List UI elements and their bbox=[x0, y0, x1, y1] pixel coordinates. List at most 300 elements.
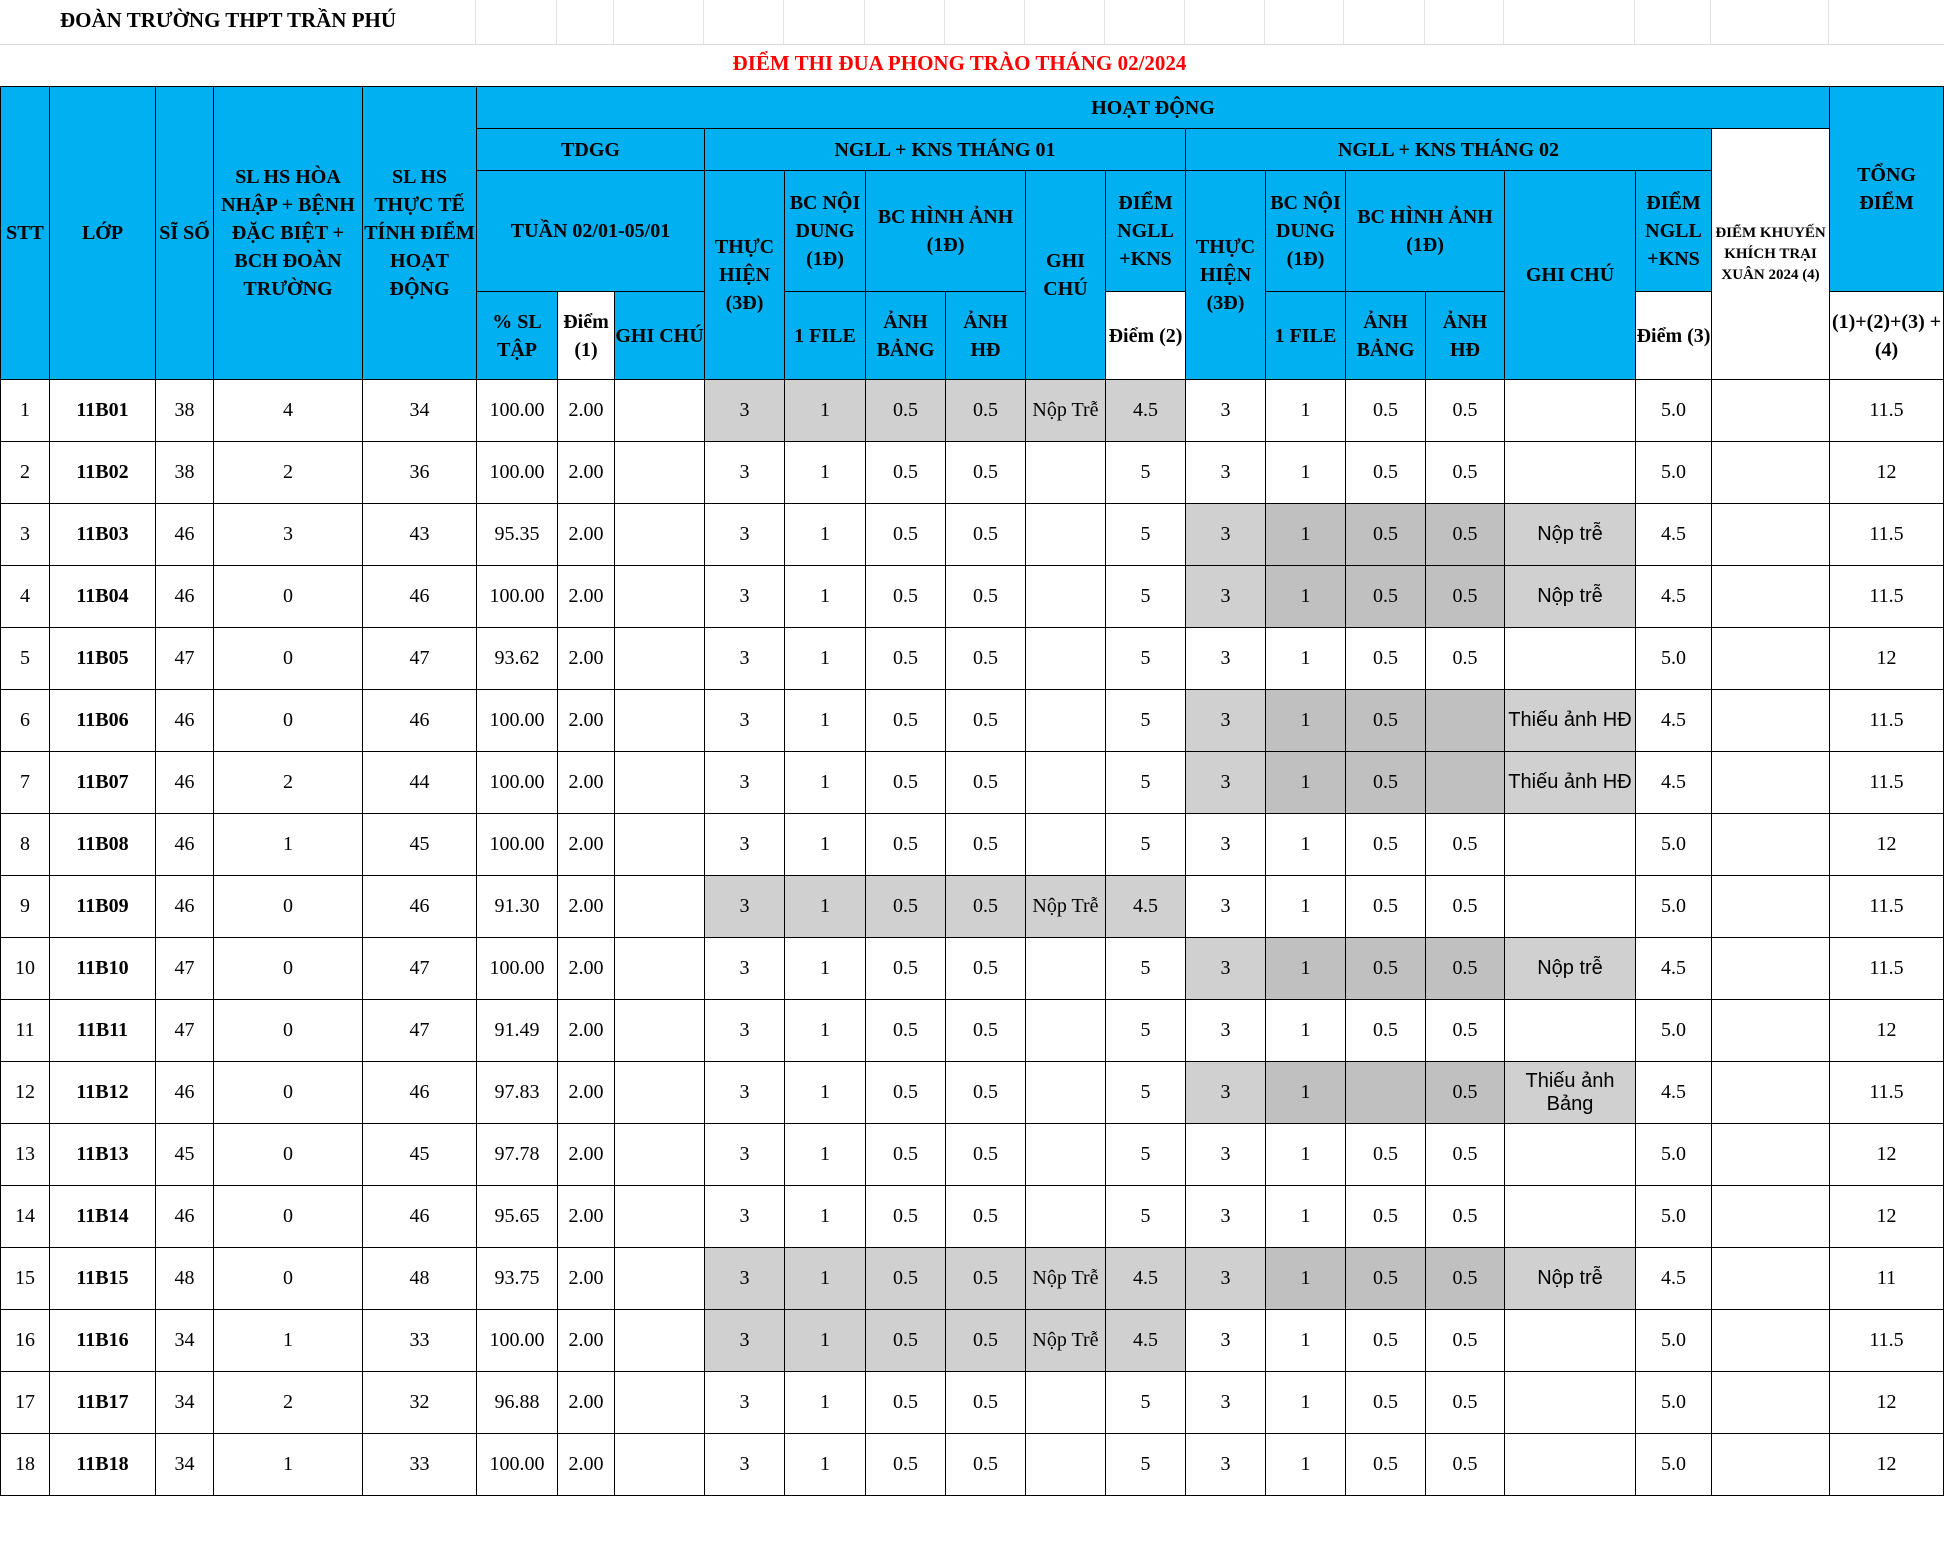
cell-th1[interactable]: 3 bbox=[705, 814, 785, 876]
cell-gc01[interactable]: Nộp Trễ bbox=[1026, 1310, 1106, 1372]
cell-gc1[interactable] bbox=[615, 380, 705, 442]
cell-tong[interactable]: 11.5 bbox=[1830, 752, 1944, 814]
cell-ah1[interactable]: 0.5 bbox=[946, 752, 1026, 814]
cell-th1[interactable]: 3 bbox=[705, 690, 785, 752]
cell-ah1[interactable]: 0.5 bbox=[946, 442, 1026, 504]
cell-bc1[interactable]: 1 bbox=[785, 1248, 866, 1310]
cell-gc01[interactable] bbox=[1026, 1372, 1106, 1434]
cell-tong[interactable]: 12 bbox=[1830, 1124, 1944, 1186]
cell-lop[interactable]: 11B15 bbox=[50, 1248, 156, 1310]
cell-th1[interactable]: 3 bbox=[705, 1310, 785, 1372]
cell-ah2[interactable]: 0.5 bbox=[1426, 566, 1505, 628]
cell-thuc-te[interactable]: 46 bbox=[363, 690, 477, 752]
cell-d3[interactable]: 5.0 bbox=[1636, 814, 1712, 876]
cell-bc2[interactable]: 1 bbox=[1266, 752, 1346, 814]
cell-pct[interactable]: 91.49 bbox=[477, 1000, 558, 1062]
cell-gc01[interactable] bbox=[1026, 690, 1106, 752]
cell-d2[interactable]: 5 bbox=[1106, 1000, 1186, 1062]
cell-ab2[interactable]: 0.5 bbox=[1346, 1434, 1426, 1496]
cell-stt[interactable]: 7 bbox=[1, 752, 50, 814]
cell-d1[interactable]: 2.00 bbox=[558, 690, 615, 752]
cell-kk[interactable] bbox=[1712, 1062, 1830, 1124]
cell-bc2[interactable]: 1 bbox=[1266, 1000, 1346, 1062]
cell-ab2[interactable]: 0.5 bbox=[1346, 1372, 1426, 1434]
cell-gc01[interactable] bbox=[1026, 628, 1106, 690]
cell-hoa-nhap[interactable]: 0 bbox=[214, 690, 363, 752]
cell-stt[interactable]: 14 bbox=[1, 1186, 50, 1248]
cell-gc01[interactable] bbox=[1026, 504, 1106, 566]
cell-kk[interactable] bbox=[1712, 504, 1830, 566]
cell-th1[interactable]: 3 bbox=[705, 1248, 785, 1310]
cell-hoa-nhap[interactable]: 1 bbox=[214, 1310, 363, 1372]
cell-tong[interactable]: 11.5 bbox=[1830, 1062, 1944, 1124]
cell-d2[interactable]: 5 bbox=[1106, 1434, 1186, 1496]
cell-hoa-nhap[interactable]: 0 bbox=[214, 1062, 363, 1124]
cell-kk[interactable] bbox=[1712, 1310, 1830, 1372]
cell-d1[interactable]: 2.00 bbox=[558, 752, 615, 814]
cell-tong[interactable]: 11.5 bbox=[1830, 504, 1944, 566]
cell-d3[interactable]: 5.0 bbox=[1636, 1434, 1712, 1496]
cell-kk[interactable] bbox=[1712, 380, 1830, 442]
cell-stt[interactable]: 4 bbox=[1, 566, 50, 628]
cell-bc1[interactable]: 1 bbox=[785, 1310, 866, 1372]
cell-bc1[interactable]: 1 bbox=[785, 1124, 866, 1186]
cell-ab1[interactable]: 0.5 bbox=[866, 690, 946, 752]
cell-th2[interactable]: 3 bbox=[1186, 1186, 1266, 1248]
cell-lop[interactable]: 11B05 bbox=[50, 628, 156, 690]
cell-d3[interactable]: 5.0 bbox=[1636, 876, 1712, 938]
cell-ah1[interactable]: 0.5 bbox=[946, 1000, 1026, 1062]
cell-pct[interactable]: 100.00 bbox=[477, 752, 558, 814]
cell-d3[interactable]: 5.0 bbox=[1636, 1310, 1712, 1372]
cell-gc02[interactable] bbox=[1505, 628, 1636, 690]
cell-d1[interactable]: 2.00 bbox=[558, 1124, 615, 1186]
cell-ab2[interactable]: 0.5 bbox=[1346, 566, 1426, 628]
cell-bc2[interactable]: 1 bbox=[1266, 876, 1346, 938]
cell-bc2[interactable]: 1 bbox=[1266, 938, 1346, 1000]
cell-ab1[interactable]: 0.5 bbox=[866, 1248, 946, 1310]
cell-th1[interactable]: 3 bbox=[705, 1000, 785, 1062]
cell-d2[interactable]: 5 bbox=[1106, 1124, 1186, 1186]
cell-bc1[interactable]: 1 bbox=[785, 1372, 866, 1434]
cell-hoa-nhap[interactable]: 1 bbox=[214, 1434, 363, 1496]
cell-th2[interactable]: 3 bbox=[1186, 442, 1266, 504]
cell-ah1[interactable]: 0.5 bbox=[946, 814, 1026, 876]
cell-kk[interactable] bbox=[1712, 1248, 1830, 1310]
cell-ah1[interactable]: 0.5 bbox=[946, 380, 1026, 442]
cell-th2[interactable]: 3 bbox=[1186, 628, 1266, 690]
cell-bc2[interactable]: 1 bbox=[1266, 380, 1346, 442]
cell-th1[interactable]: 3 bbox=[705, 1372, 785, 1434]
cell-d2[interactable]: 5 bbox=[1106, 1062, 1186, 1124]
cell-ah2[interactable]: 0.5 bbox=[1426, 1434, 1505, 1496]
cell-gc02[interactable] bbox=[1505, 814, 1636, 876]
cell-hoa-nhap[interactable]: 2 bbox=[214, 442, 363, 504]
cell-gc1[interactable] bbox=[615, 1310, 705, 1372]
cell-d1[interactable]: 2.00 bbox=[558, 876, 615, 938]
cell-ab1[interactable]: 0.5 bbox=[866, 1124, 946, 1186]
cell-stt[interactable]: 2 bbox=[1, 442, 50, 504]
cell-si-so[interactable]: 45 bbox=[156, 1124, 214, 1186]
cell-th1[interactable]: 3 bbox=[705, 504, 785, 566]
cell-th2[interactable]: 3 bbox=[1186, 752, 1266, 814]
cell-th1[interactable]: 3 bbox=[705, 1186, 785, 1248]
cell-stt[interactable]: 11 bbox=[1, 1000, 50, 1062]
cell-si-so[interactable]: 46 bbox=[156, 814, 214, 876]
cell-bc1[interactable]: 1 bbox=[785, 504, 866, 566]
cell-pct[interactable]: 100.00 bbox=[477, 566, 558, 628]
cell-th2[interactable]: 3 bbox=[1186, 1124, 1266, 1186]
cell-kk[interactable] bbox=[1712, 1186, 1830, 1248]
cell-gc1[interactable] bbox=[615, 1248, 705, 1310]
cell-si-so[interactable]: 46 bbox=[156, 752, 214, 814]
cell-ab1[interactable]: 0.5 bbox=[866, 628, 946, 690]
cell-thuc-te[interactable]: 46 bbox=[363, 876, 477, 938]
cell-kk[interactable] bbox=[1712, 1000, 1830, 1062]
cell-d3[interactable]: 4.5 bbox=[1636, 752, 1712, 814]
cell-d3[interactable]: 5.0 bbox=[1636, 380, 1712, 442]
cell-d1[interactable]: 2.00 bbox=[558, 814, 615, 876]
cell-ah1[interactable]: 0.5 bbox=[946, 628, 1026, 690]
cell-ab2[interactable]: 0.5 bbox=[1346, 690, 1426, 752]
cell-gc01[interactable] bbox=[1026, 1124, 1106, 1186]
cell-d1[interactable]: 2.00 bbox=[558, 442, 615, 504]
cell-si-so[interactable]: 34 bbox=[156, 1310, 214, 1372]
cell-th1[interactable]: 3 bbox=[705, 442, 785, 504]
cell-pct[interactable]: 97.78 bbox=[477, 1124, 558, 1186]
cell-gc01[interactable] bbox=[1026, 442, 1106, 504]
cell-bc1[interactable]: 1 bbox=[785, 1062, 866, 1124]
cell-bc2[interactable]: 1 bbox=[1266, 1434, 1346, 1496]
cell-ah2[interactable]: 0.5 bbox=[1426, 1000, 1505, 1062]
cell-gc1[interactable] bbox=[615, 814, 705, 876]
cell-ah1[interactable]: 0.5 bbox=[946, 1372, 1026, 1434]
cell-d2[interactable]: 5 bbox=[1106, 1186, 1186, 1248]
cell-kk[interactable] bbox=[1712, 690, 1830, 752]
cell-th1[interactable]: 3 bbox=[705, 1124, 785, 1186]
cell-hoa-nhap[interactable]: 0 bbox=[214, 1000, 363, 1062]
cell-hoa-nhap[interactable]: 3 bbox=[214, 504, 363, 566]
cell-gc1[interactable] bbox=[615, 504, 705, 566]
cell-d2[interactable]: 5 bbox=[1106, 814, 1186, 876]
cell-tong[interactable]: 12 bbox=[1830, 442, 1944, 504]
cell-lop[interactable]: 11B02 bbox=[50, 442, 156, 504]
cell-gc01[interactable] bbox=[1026, 1186, 1106, 1248]
cell-gc01[interactable] bbox=[1026, 566, 1106, 628]
cell-d3[interactable]: 4.5 bbox=[1636, 690, 1712, 752]
cell-gc1[interactable] bbox=[615, 1000, 705, 1062]
cell-ah2[interactable]: 0.5 bbox=[1426, 938, 1505, 1000]
cell-th2[interactable]: 3 bbox=[1186, 690, 1266, 752]
cell-lop[interactable]: 11B03 bbox=[50, 504, 156, 566]
cell-si-so[interactable]: 46 bbox=[156, 504, 214, 566]
cell-gc02[interactable] bbox=[1505, 876, 1636, 938]
cell-pct[interactable]: 100.00 bbox=[477, 938, 558, 1000]
cell-d2[interactable]: 5 bbox=[1106, 938, 1186, 1000]
cell-gc02[interactable]: Nộp trễ bbox=[1505, 938, 1636, 1000]
cell-ah1[interactable]: 0.5 bbox=[946, 1248, 1026, 1310]
cell-tong[interactable]: 12 bbox=[1830, 1434, 1944, 1496]
cell-th1[interactable]: 3 bbox=[705, 1434, 785, 1496]
cell-th2[interactable]: 3 bbox=[1186, 938, 1266, 1000]
cell-kk[interactable] bbox=[1712, 566, 1830, 628]
cell-thuc-te[interactable]: 45 bbox=[363, 1124, 477, 1186]
cell-bc1[interactable]: 1 bbox=[785, 876, 866, 938]
cell-th2[interactable]: 3 bbox=[1186, 876, 1266, 938]
cell-bc2[interactable]: 1 bbox=[1266, 1372, 1346, 1434]
cell-d1[interactable]: 2.00 bbox=[558, 938, 615, 1000]
cell-gc01[interactable] bbox=[1026, 1062, 1106, 1124]
cell-thuc-te[interactable]: 47 bbox=[363, 938, 477, 1000]
cell-bc1[interactable]: 1 bbox=[785, 442, 866, 504]
cell-bc1[interactable]: 1 bbox=[785, 814, 866, 876]
cell-ab2[interactable]: 0.5 bbox=[1346, 1124, 1426, 1186]
cell-ah1[interactable]: 0.5 bbox=[946, 1310, 1026, 1372]
cell-ab2[interactable]: 0.5 bbox=[1346, 504, 1426, 566]
cell-gc1[interactable] bbox=[615, 752, 705, 814]
cell-pct[interactable]: 93.75 bbox=[477, 1248, 558, 1310]
cell-bc1[interactable]: 1 bbox=[785, 1186, 866, 1248]
cell-ab2[interactable]: 0.5 bbox=[1346, 752, 1426, 814]
cell-pct[interactable]: 95.65 bbox=[477, 1186, 558, 1248]
cell-d3[interactable]: 4.5 bbox=[1636, 504, 1712, 566]
cell-d3[interactable]: 5.0 bbox=[1636, 442, 1712, 504]
cell-bc2[interactable]: 1 bbox=[1266, 1248, 1346, 1310]
cell-kk[interactable] bbox=[1712, 876, 1830, 938]
cell-ab1[interactable]: 0.5 bbox=[866, 752, 946, 814]
cell-d1[interactable]: 2.00 bbox=[558, 1186, 615, 1248]
cell-th2[interactable]: 3 bbox=[1186, 1310, 1266, 1372]
cell-ah1[interactable]: 0.5 bbox=[946, 504, 1026, 566]
cell-bc1[interactable]: 1 bbox=[785, 566, 866, 628]
cell-si-so[interactable]: 34 bbox=[156, 1434, 214, 1496]
cell-ab2[interactable]: 0.5 bbox=[1346, 938, 1426, 1000]
cell-tong[interactable]: 12 bbox=[1830, 814, 1944, 876]
cell-lop[interactable]: 11B14 bbox=[50, 1186, 156, 1248]
cell-gc02[interactable] bbox=[1505, 1000, 1636, 1062]
cell-kk[interactable] bbox=[1712, 752, 1830, 814]
cell-gc01[interactable] bbox=[1026, 814, 1106, 876]
cell-d3[interactable]: 5.0 bbox=[1636, 1372, 1712, 1434]
cell-lop[interactable]: 11B13 bbox=[50, 1124, 156, 1186]
cell-gc02[interactable]: Nộp trễ bbox=[1505, 504, 1636, 566]
cell-pct[interactable]: 96.88 bbox=[477, 1372, 558, 1434]
cell-ab2[interactable]: 0.5 bbox=[1346, 1186, 1426, 1248]
cell-d2[interactable]: 5 bbox=[1106, 504, 1186, 566]
cell-d3[interactable]: 5.0 bbox=[1636, 628, 1712, 690]
cell-ab1[interactable]: 0.5 bbox=[866, 504, 946, 566]
cell-pct[interactable]: 91.30 bbox=[477, 876, 558, 938]
cell-d3[interactable]: 4.5 bbox=[1636, 938, 1712, 1000]
cell-hoa-nhap[interactable]: 0 bbox=[214, 1186, 363, 1248]
cell-stt[interactable]: 12 bbox=[1, 1062, 50, 1124]
cell-stt[interactable]: 1 bbox=[1, 380, 50, 442]
cell-si-so[interactable]: 47 bbox=[156, 1000, 214, 1062]
cell-th2[interactable]: 3 bbox=[1186, 566, 1266, 628]
cell-kk[interactable] bbox=[1712, 938, 1830, 1000]
cell-d1[interactable]: 2.00 bbox=[558, 380, 615, 442]
cell-kk[interactable] bbox=[1712, 1434, 1830, 1496]
cell-bc2[interactable]: 1 bbox=[1266, 566, 1346, 628]
cell-bc2[interactable]: 1 bbox=[1266, 442, 1346, 504]
cell-pct[interactable]: 100.00 bbox=[477, 1310, 558, 1372]
cell-stt[interactable]: 15 bbox=[1, 1248, 50, 1310]
cell-gc1[interactable] bbox=[615, 1186, 705, 1248]
cell-ab1[interactable]: 0.5 bbox=[866, 1434, 946, 1496]
cell-gc1[interactable] bbox=[615, 938, 705, 1000]
cell-gc01[interactable]: Nộp Trễ bbox=[1026, 1248, 1106, 1310]
cell-tong[interactable]: 11.5 bbox=[1830, 938, 1944, 1000]
cell-ab1[interactable]: 0.5 bbox=[866, 1372, 946, 1434]
cell-si-so[interactable]: 34 bbox=[156, 1372, 214, 1434]
cell-d1[interactable]: 2.00 bbox=[558, 1000, 615, 1062]
cell-gc1[interactable] bbox=[615, 442, 705, 504]
cell-stt[interactable]: 8 bbox=[1, 814, 50, 876]
cell-pct[interactable]: 100.00 bbox=[477, 1434, 558, 1496]
cell-hoa-nhap[interactable]: 1 bbox=[214, 814, 363, 876]
cell-thuc-te[interactable]: 47 bbox=[363, 628, 477, 690]
cell-thuc-te[interactable]: 48 bbox=[363, 1248, 477, 1310]
cell-bc2[interactable]: 1 bbox=[1266, 1062, 1346, 1124]
cell-d3[interactable]: 5.0 bbox=[1636, 1124, 1712, 1186]
cell-d1[interactable]: 2.00 bbox=[558, 1062, 615, 1124]
cell-tong[interactable]: 11.5 bbox=[1830, 380, 1944, 442]
cell-bc1[interactable]: 1 bbox=[785, 1000, 866, 1062]
cell-ab2[interactable] bbox=[1346, 1062, 1426, 1124]
cell-hoa-nhap[interactable]: 0 bbox=[214, 1124, 363, 1186]
cell-d1[interactable]: 2.00 bbox=[558, 566, 615, 628]
cell-th2[interactable]: 3 bbox=[1186, 380, 1266, 442]
cell-th2[interactable]: 3 bbox=[1186, 1434, 1266, 1496]
cell-hoa-nhap[interactable]: 4 bbox=[214, 380, 363, 442]
cell-bc1[interactable]: 1 bbox=[785, 1434, 866, 1496]
cell-d2[interactable]: 5 bbox=[1106, 566, 1186, 628]
cell-bc1[interactable]: 1 bbox=[785, 628, 866, 690]
cell-hoa-nhap[interactable]: 0 bbox=[214, 938, 363, 1000]
cell-thuc-te[interactable]: 46 bbox=[363, 566, 477, 628]
cell-ah1[interactable]: 0.5 bbox=[946, 566, 1026, 628]
cell-gc1[interactable] bbox=[615, 566, 705, 628]
cell-ah2[interactable]: 0.5 bbox=[1426, 1310, 1505, 1372]
cell-d3[interactable]: 5.0 bbox=[1636, 1186, 1712, 1248]
cell-ah1[interactable]: 0.5 bbox=[946, 938, 1026, 1000]
cell-ah2[interactable]: 0.5 bbox=[1426, 380, 1505, 442]
cell-ab1[interactable]: 0.5 bbox=[866, 566, 946, 628]
cell-ah2[interactable]: 0.5 bbox=[1426, 814, 1505, 876]
cell-thuc-te[interactable]: 45 bbox=[363, 814, 477, 876]
cell-ah2[interactable] bbox=[1426, 690, 1505, 752]
cell-lop[interactable]: 11B01 bbox=[50, 380, 156, 442]
cell-ah2[interactable]: 0.5 bbox=[1426, 1062, 1505, 1124]
cell-gc01[interactable]: Nộp Trễ bbox=[1026, 876, 1106, 938]
cell-tong[interactable]: 11.5 bbox=[1830, 1310, 1944, 1372]
cell-d2[interactable]: 5 bbox=[1106, 690, 1186, 752]
cell-kk[interactable] bbox=[1712, 442, 1830, 504]
cell-tong[interactable]: 11 bbox=[1830, 1248, 1944, 1310]
cell-tong[interactable]: 12 bbox=[1830, 1186, 1944, 1248]
cell-bc2[interactable]: 1 bbox=[1266, 814, 1346, 876]
cell-pct[interactable]: 100.00 bbox=[477, 442, 558, 504]
cell-lop[interactable]: 11B16 bbox=[50, 1310, 156, 1372]
cell-ah2[interactable]: 0.5 bbox=[1426, 876, 1505, 938]
cell-th2[interactable]: 3 bbox=[1186, 1000, 1266, 1062]
cell-si-so[interactable]: 38 bbox=[156, 442, 214, 504]
cell-ah1[interactable]: 0.5 bbox=[946, 1062, 1026, 1124]
cell-gc1[interactable] bbox=[615, 1372, 705, 1434]
cell-bc1[interactable]: 1 bbox=[785, 380, 866, 442]
cell-gc02[interactable] bbox=[1505, 1124, 1636, 1186]
cell-kk[interactable] bbox=[1712, 814, 1830, 876]
cell-bc1[interactable]: 1 bbox=[785, 690, 866, 752]
cell-th1[interactable]: 3 bbox=[705, 938, 785, 1000]
cell-stt[interactable]: 5 bbox=[1, 628, 50, 690]
cell-d1[interactable]: 2.00 bbox=[558, 1248, 615, 1310]
cell-bc1[interactable]: 1 bbox=[785, 752, 866, 814]
cell-gc01[interactable] bbox=[1026, 1000, 1106, 1062]
cell-th1[interactable]: 3 bbox=[705, 752, 785, 814]
cell-d1[interactable]: 2.00 bbox=[558, 504, 615, 566]
cell-thuc-te[interactable]: 46 bbox=[363, 1186, 477, 1248]
cell-d3[interactable]: 4.5 bbox=[1636, 1062, 1712, 1124]
cell-th2[interactable]: 3 bbox=[1186, 1372, 1266, 1434]
cell-stt[interactable]: 6 bbox=[1, 690, 50, 752]
cell-si-so[interactable]: 38 bbox=[156, 380, 214, 442]
cell-lop[interactable]: 11B17 bbox=[50, 1372, 156, 1434]
cell-th1[interactable]: 3 bbox=[705, 566, 785, 628]
cell-gc1[interactable] bbox=[615, 1434, 705, 1496]
cell-gc1[interactable] bbox=[615, 1124, 705, 1186]
cell-th2[interactable]: 3 bbox=[1186, 814, 1266, 876]
cell-th1[interactable]: 3 bbox=[705, 876, 785, 938]
cell-th1[interactable]: 3 bbox=[705, 380, 785, 442]
cell-bc2[interactable]: 1 bbox=[1266, 504, 1346, 566]
cell-ah1[interactable]: 0.5 bbox=[946, 876, 1026, 938]
cell-lop[interactable]: 11B09 bbox=[50, 876, 156, 938]
cell-lop[interactable]: 11B18 bbox=[50, 1434, 156, 1496]
cell-d2[interactable]: 5 bbox=[1106, 628, 1186, 690]
cell-ah2[interactable]: 0.5 bbox=[1426, 1248, 1505, 1310]
cell-hoa-nhap[interactable]: 0 bbox=[214, 876, 363, 938]
cell-ab2[interactable]: 0.5 bbox=[1346, 442, 1426, 504]
cell-stt[interactable]: 13 bbox=[1, 1124, 50, 1186]
cell-thuc-te[interactable]: 33 bbox=[363, 1310, 477, 1372]
cell-bc2[interactable]: 1 bbox=[1266, 1310, 1346, 1372]
cell-thuc-te[interactable]: 32 bbox=[363, 1372, 477, 1434]
cell-lop[interactable]: 11B08 bbox=[50, 814, 156, 876]
cell-th1[interactable]: 3 bbox=[705, 628, 785, 690]
cell-gc01[interactable] bbox=[1026, 1434, 1106, 1496]
cell-d1[interactable]: 2.00 bbox=[558, 628, 615, 690]
cell-ab2[interactable]: 0.5 bbox=[1346, 1248, 1426, 1310]
cell-d2[interactable]: 4.5 bbox=[1106, 876, 1186, 938]
cell-d2[interactable]: 4.5 bbox=[1106, 1310, 1186, 1372]
cell-ab2[interactable]: 0.5 bbox=[1346, 814, 1426, 876]
cell-ah1[interactable]: 0.5 bbox=[946, 690, 1026, 752]
cell-gc02[interactable] bbox=[1505, 1434, 1636, 1496]
cell-ab1[interactable]: 0.5 bbox=[866, 938, 946, 1000]
cell-kk[interactable] bbox=[1712, 628, 1830, 690]
cell-si-so[interactable]: 48 bbox=[156, 1248, 214, 1310]
cell-ab2[interactable]: 0.5 bbox=[1346, 876, 1426, 938]
cell-hoa-nhap[interactable]: 2 bbox=[214, 1372, 363, 1434]
cell-thuc-te[interactable]: 36 bbox=[363, 442, 477, 504]
cell-ab1[interactable]: 0.5 bbox=[866, 1186, 946, 1248]
cell-si-so[interactable]: 46 bbox=[156, 566, 214, 628]
cell-thuc-te[interactable]: 34 bbox=[363, 380, 477, 442]
cell-gc1[interactable] bbox=[615, 876, 705, 938]
cell-d1[interactable]: 2.00 bbox=[558, 1434, 615, 1496]
cell-ab1[interactable]: 0.5 bbox=[866, 380, 946, 442]
